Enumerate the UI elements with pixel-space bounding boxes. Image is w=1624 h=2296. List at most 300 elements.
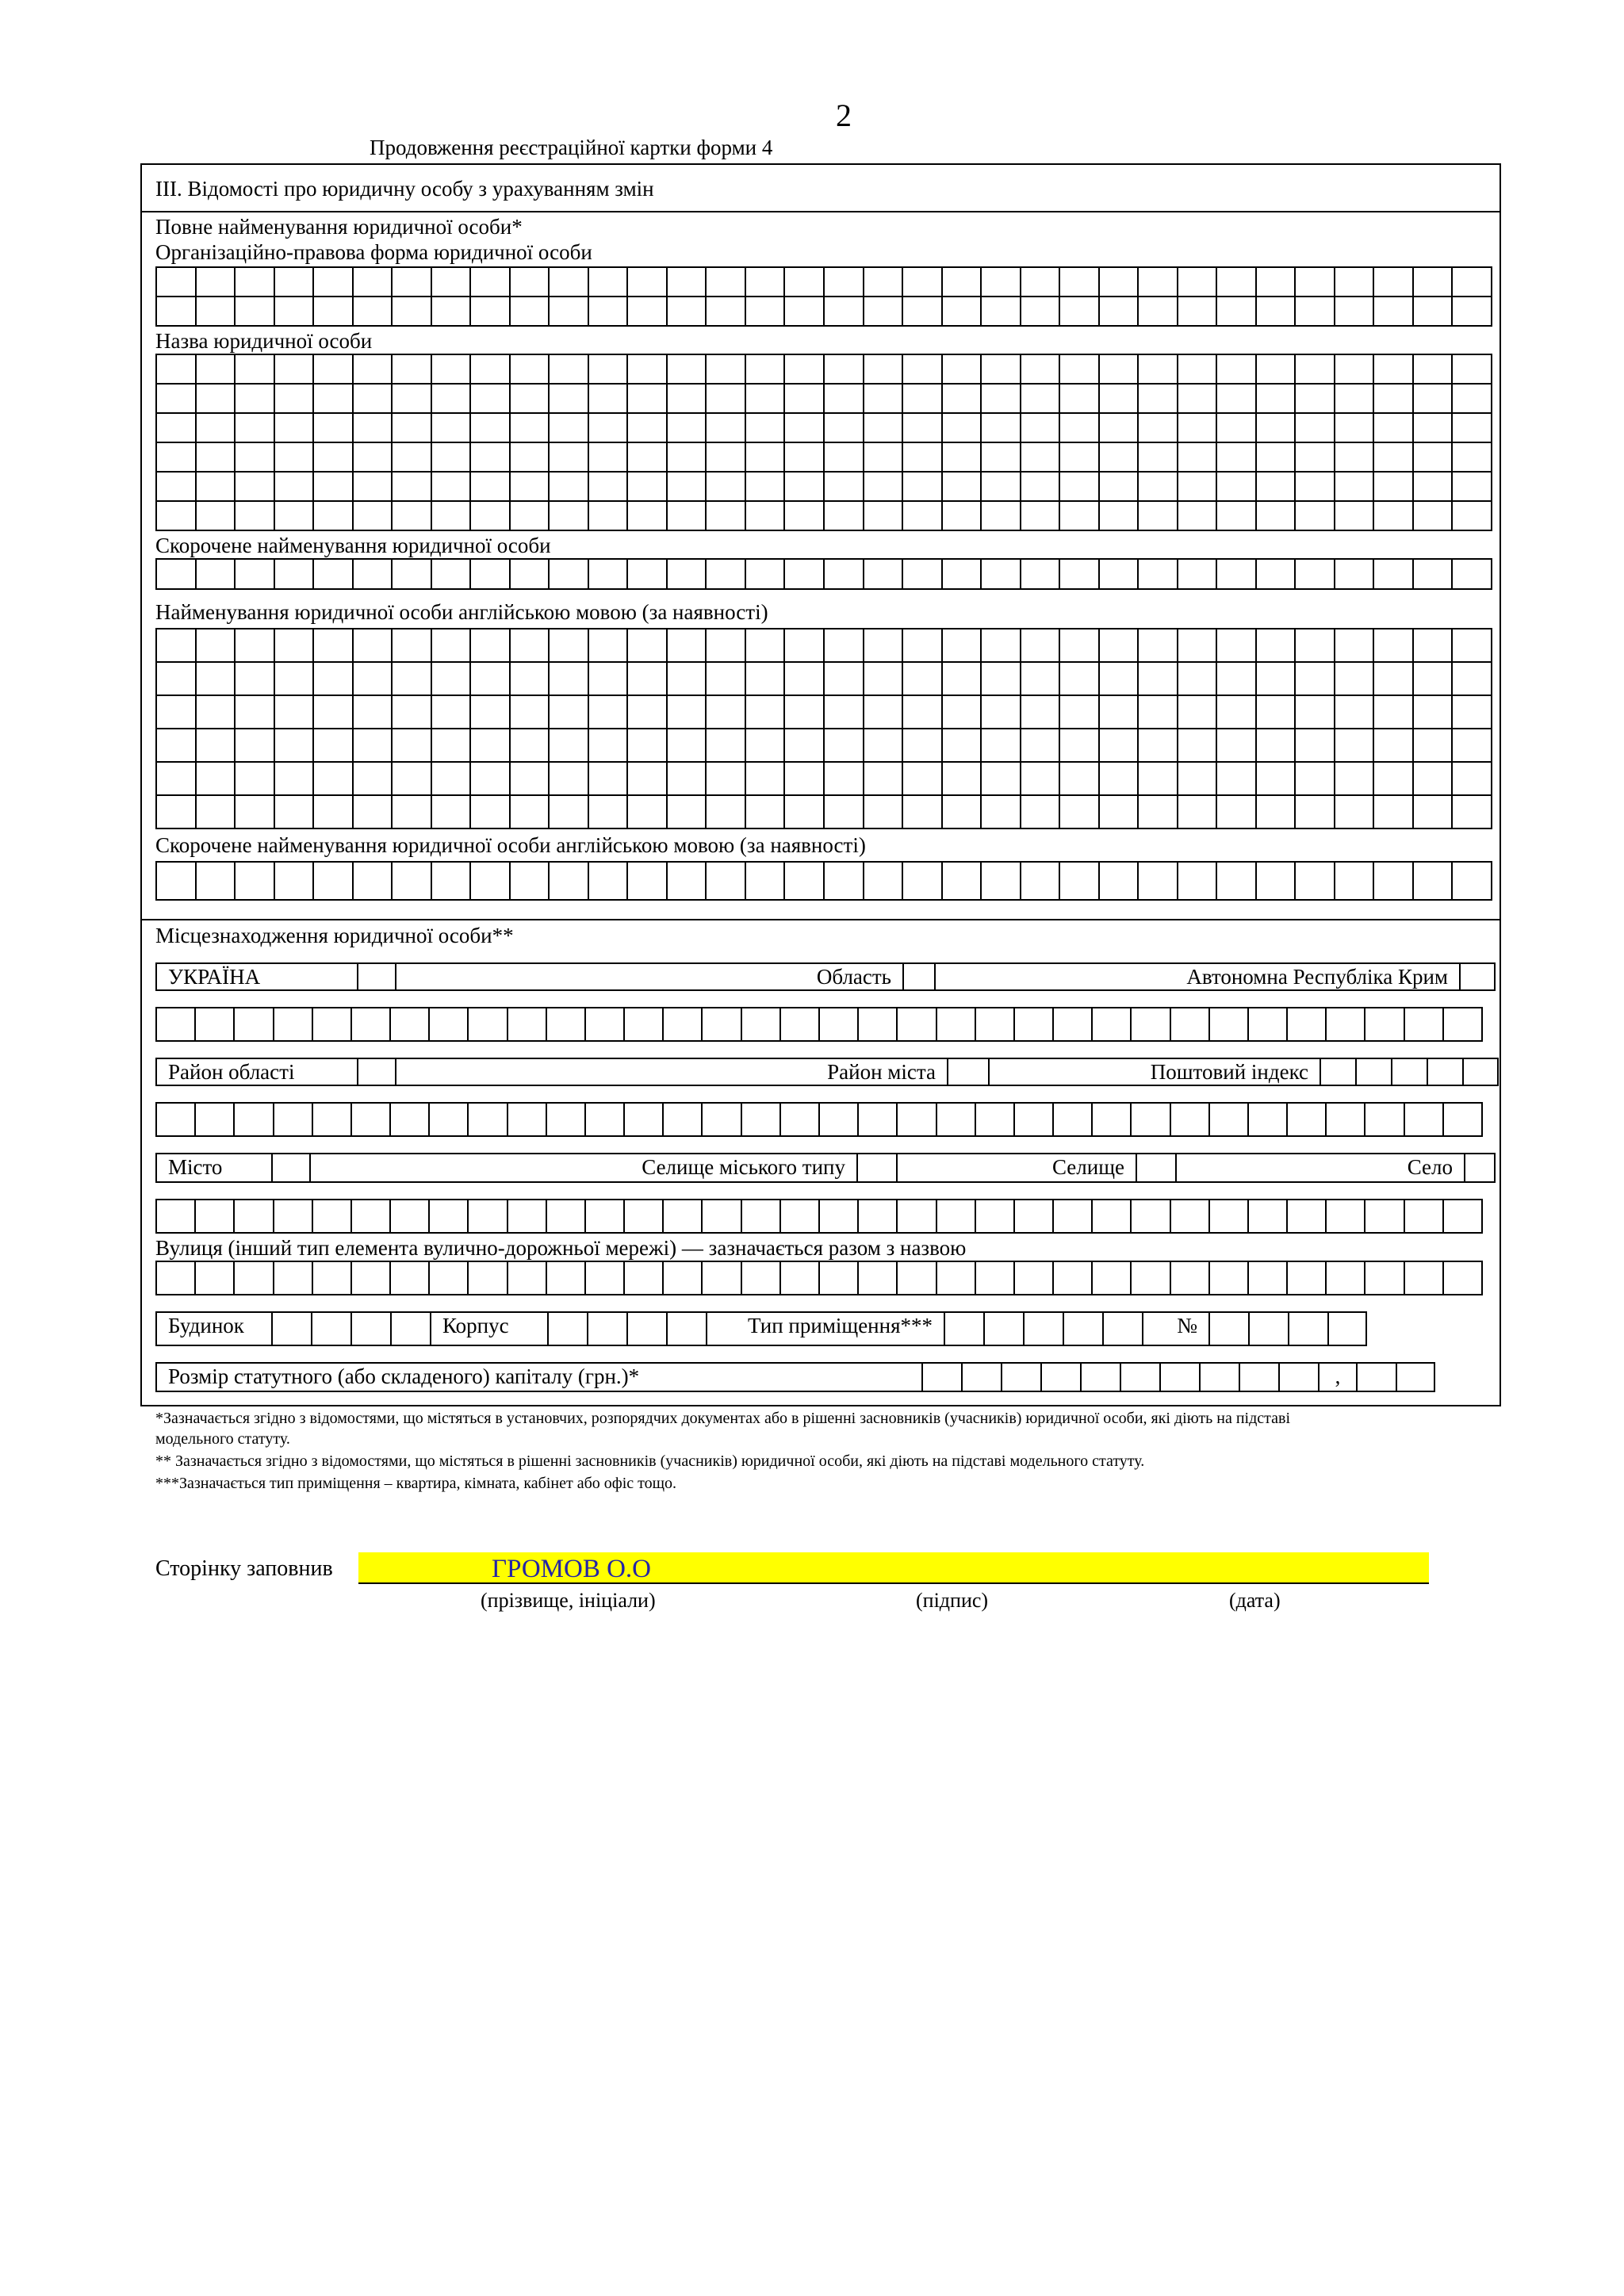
- grid-cell[interactable]: [1374, 355, 1414, 385]
- grid-cell[interactable]: [236, 560, 275, 590]
- grid-cell[interactable]: [1178, 729, 1218, 763]
- grid-cell[interactable]: [393, 473, 432, 502]
- grid-cell[interactable]: [1210, 1262, 1249, 1295]
- grid-cell[interactable]: [1060, 729, 1100, 763]
- grid-cell[interactable]: [314, 560, 354, 590]
- building-cell[interactable]: [311, 1311, 350, 1346]
- grid-cell[interactable]: [864, 473, 904, 502]
- grid-cell[interactable]: [707, 729, 746, 763]
- grid-cell[interactable]: [1100, 696, 1139, 729]
- grid-cell[interactable]: [1021, 473, 1061, 502]
- grid-cell[interactable]: [1374, 502, 1414, 531]
- grid-cell[interactable]: [1414, 796, 1454, 829]
- grid-cell[interactable]: [746, 763, 786, 796]
- grid-cell[interactable]: [785, 297, 825, 327]
- grid-cell[interactable]: [393, 696, 432, 729]
- grid-cell[interactable]: [1249, 1008, 1288, 1042]
- grid-cell[interactable]: [668, 473, 707, 502]
- grid-cell[interactable]: [157, 560, 197, 590]
- grid-cell[interactable]: [668, 729, 707, 763]
- grid-cell[interactable]: [668, 663, 707, 696]
- grid-cell[interactable]: [628, 473, 668, 502]
- grid-cell[interactable]: [1139, 629, 1178, 663]
- grid-cell[interactable]: [707, 443, 746, 473]
- grid-cell[interactable]: [547, 1262, 586, 1295]
- grid-cell[interactable]: [511, 443, 550, 473]
- grid-cell[interactable]: [1335, 863, 1375, 901]
- grid-cell[interactable]: [157, 729, 197, 763]
- grid-cell[interactable]: [982, 696, 1021, 729]
- postal-digit[interactable]: [1462, 1058, 1499, 1086]
- grid-cell[interactable]: [589, 729, 629, 763]
- grid-cell[interactable]: [157, 629, 197, 663]
- grid-cell[interactable]: [825, 696, 864, 729]
- grid-cell[interactable]: [943, 414, 982, 443]
- premises-type-cell[interactable]: [944, 1311, 983, 1346]
- premises-type-cell[interactable]: [983, 1311, 1023, 1346]
- grid-cell[interactable]: [1178, 473, 1218, 502]
- grid-cell[interactable]: [1217, 473, 1257, 502]
- grid-cell[interactable]: [707, 355, 746, 385]
- grid-cell[interactable]: [352, 1008, 391, 1042]
- grid-cell[interactable]: [1374, 443, 1414, 473]
- urban-settlement-checkbox[interactable]: [856, 1153, 896, 1183]
- grid-cell[interactable]: [469, 1262, 508, 1295]
- grid-cell[interactable]: [707, 414, 746, 443]
- country-checkbox[interactable]: [357, 962, 395, 991]
- grid-cell[interactable]: [1444, 1104, 1483, 1137]
- grid-cell[interactable]: [1060, 629, 1100, 663]
- grid-cell[interactable]: [586, 1104, 625, 1137]
- grid-cell[interactable]: [1060, 796, 1100, 829]
- grid-cell[interactable]: [903, 414, 943, 443]
- grid-cell[interactable]: [1414, 268, 1454, 297]
- grid-cell[interactable]: [1414, 297, 1454, 327]
- block-cell[interactable]: [666, 1311, 706, 1346]
- grid-cell[interactable]: [236, 863, 275, 901]
- grid-cell[interactable]: [1257, 297, 1297, 327]
- grid-cell[interactable]: [196, 1200, 235, 1234]
- grid-cell[interactable]: [1414, 560, 1454, 590]
- grid-cell[interactable]: [275, 443, 315, 473]
- grid-cell[interactable]: [275, 729, 315, 763]
- grid-cell[interactable]: [1453, 863, 1492, 901]
- grid-cell[interactable]: [1100, 863, 1139, 901]
- grid-cell[interactable]: [982, 355, 1021, 385]
- grid-cell[interactable]: [589, 414, 629, 443]
- grid-cell[interactable]: [469, 1104, 508, 1137]
- grid-cell[interactable]: [589, 629, 629, 663]
- grid-cell[interactable]: [943, 796, 982, 829]
- grid-cell[interactable]: [785, 502, 825, 531]
- grid-cell[interactable]: [664, 1200, 703, 1234]
- grid-cell[interactable]: [1139, 729, 1178, 763]
- grid-cell[interactable]: [943, 355, 982, 385]
- grid-cell[interactable]: [1139, 863, 1178, 901]
- grid-cell[interactable]: [820, 1262, 859, 1295]
- grid-cell[interactable]: [943, 268, 982, 297]
- grid-cell[interactable]: [1453, 268, 1492, 297]
- grid-cell[interactable]: [903, 560, 943, 590]
- grid-cell[interactable]: [432, 414, 472, 443]
- grid-cell[interactable]: [903, 473, 943, 502]
- grid-cell[interactable]: [352, 1104, 391, 1137]
- grid-cell[interactable]: [668, 385, 707, 414]
- grid-cell[interactable]: [236, 502, 275, 531]
- grid-cell[interactable]: [354, 560, 393, 590]
- grid-cell[interactable]: [511, 763, 550, 796]
- grid-cell[interactable]: [707, 796, 746, 829]
- grid-cell[interactable]: [1453, 729, 1492, 763]
- grid-cell[interactable]: [1374, 297, 1414, 327]
- grid-cell[interactable]: [825, 763, 864, 796]
- grid-cell[interactable]: [354, 414, 393, 443]
- grid-cell[interactable]: [275, 560, 315, 590]
- grid-cell[interactable]: [1015, 1104, 1054, 1137]
- grid-cell[interactable]: [236, 663, 275, 696]
- grid-cell[interactable]: [1405, 1104, 1444, 1137]
- grid-cell[interactable]: [1217, 443, 1257, 473]
- grid-cell[interactable]: [1139, 297, 1178, 327]
- grid-cell[interactable]: [898, 1008, 936, 1042]
- grid-cell[interactable]: [820, 1008, 859, 1042]
- grid-cell[interactable]: [1100, 473, 1139, 502]
- grid-cell[interactable]: [1210, 1008, 1249, 1042]
- grid-cell[interactable]: [1217, 560, 1257, 590]
- grid-cell[interactable]: [982, 443, 1021, 473]
- grid-cell[interactable]: [1257, 414, 1297, 443]
- grid-cell[interactable]: [628, 696, 668, 729]
- grid-cell[interactable]: [275, 268, 315, 297]
- grid-cell[interactable]: [197, 729, 236, 763]
- grid-cell[interactable]: [393, 863, 432, 901]
- grid-cell[interactable]: [903, 502, 943, 531]
- grid-cell[interactable]: [746, 443, 786, 473]
- grid-cell[interactable]: [1335, 297, 1375, 327]
- grid-cell[interactable]: [550, 696, 589, 729]
- grid-cell[interactable]: [157, 663, 197, 696]
- grid-cell[interactable]: [314, 355, 354, 385]
- grid-cell[interactable]: [1296, 502, 1335, 531]
- grid-cell[interactable]: [157, 696, 197, 729]
- grid-cell[interactable]: [1257, 763, 1297, 796]
- grid-cell[interactable]: [196, 1262, 235, 1295]
- grid-cell[interactable]: [1217, 414, 1257, 443]
- grid-cell[interactable]: [1257, 696, 1297, 729]
- grid-cell[interactable]: [1100, 443, 1139, 473]
- grid-cell[interactable]: [236, 629, 275, 663]
- capital-digit[interactable]: [1040, 1362, 1080, 1392]
- grid-cell[interactable]: [511, 385, 550, 414]
- grid-cell[interactable]: [432, 355, 472, 385]
- grid-cell[interactable]: [668, 560, 707, 590]
- grid-cell[interactable]: [1327, 1262, 1365, 1295]
- grid-cell[interactable]: [1374, 763, 1414, 796]
- grid-cell[interactable]: [157, 502, 197, 531]
- grid-cell[interactable]: [898, 1262, 936, 1295]
- grid-cell[interactable]: [898, 1104, 936, 1137]
- grid-cell[interactable]: [976, 1262, 1015, 1295]
- grid-cell[interactable]: [393, 443, 432, 473]
- grid-cell[interactable]: [1093, 1104, 1132, 1137]
- grid-cell[interactable]: [825, 629, 864, 663]
- grid-cell[interactable]: [1327, 1008, 1365, 1042]
- grid-cell[interactable]: [1374, 729, 1414, 763]
- grid-cell[interactable]: [746, 696, 786, 729]
- grid-cell[interactable]: [703, 1262, 741, 1295]
- grid-cell[interactable]: [157, 414, 197, 443]
- grid-cell[interactable]: [668, 268, 707, 297]
- grid-cell[interactable]: [1453, 443, 1492, 473]
- grid-cell[interactable]: [785, 473, 825, 502]
- grid-cell[interactable]: [864, 385, 904, 414]
- grid-cell[interactable]: [1093, 1200, 1132, 1234]
- grid-cell[interactable]: [432, 763, 472, 796]
- grid-cell[interactable]: [664, 1262, 703, 1295]
- number-cell[interactable]: [1208, 1311, 1248, 1346]
- grid-cell[interactable]: [1217, 796, 1257, 829]
- grid-cell[interactable]: [1060, 473, 1100, 502]
- grid-cell[interactable]: [1444, 1200, 1483, 1234]
- grid-cell[interactable]: [1296, 443, 1335, 473]
- grid-cell[interactable]: [314, 297, 354, 327]
- building-cell[interactable]: [390, 1311, 430, 1346]
- grid-cell[interactable]: [903, 696, 943, 729]
- grid-cell[interactable]: [825, 385, 864, 414]
- grid-cell[interactable]: [1335, 729, 1375, 763]
- grid-cell[interactable]: [825, 473, 864, 502]
- capital-digit[interactable]: [1120, 1362, 1159, 1392]
- grid-cell[interactable]: [1249, 1262, 1288, 1295]
- street-grid[interactable]: [155, 1261, 1483, 1295]
- grid-cell[interactable]: [781, 1200, 820, 1234]
- grid-cell[interactable]: [943, 443, 982, 473]
- grid-cell[interactable]: [820, 1200, 859, 1234]
- grid-cell[interactable]: [1335, 355, 1375, 385]
- grid-cell[interactable]: [1296, 473, 1335, 502]
- grid-cell[interactable]: [275, 629, 315, 663]
- grid-cell[interactable]: [1335, 443, 1375, 473]
- grid-cell[interactable]: [511, 629, 550, 663]
- grid-cell[interactable]: [864, 629, 904, 663]
- grid-cell[interactable]: [1414, 385, 1454, 414]
- grid-cell[interactable]: [781, 1008, 820, 1042]
- grid-cell[interactable]: [197, 297, 236, 327]
- grid-cell[interactable]: [943, 560, 982, 590]
- grid-cell[interactable]: [1257, 502, 1297, 531]
- grid-cell[interactable]: [1054, 1200, 1093, 1234]
- grid-cell[interactable]: [982, 414, 1021, 443]
- grid-cell[interactable]: [196, 1104, 235, 1137]
- grid-cell[interactable]: [628, 560, 668, 590]
- grid-cell[interactable]: [432, 443, 472, 473]
- grid-cell[interactable]: [393, 297, 432, 327]
- grid-cell[interactable]: [1296, 629, 1335, 663]
- grid-cell[interactable]: [625, 1262, 664, 1295]
- grid-cell[interactable]: [1100, 268, 1139, 297]
- grid-cell[interactable]: [508, 1200, 547, 1234]
- grid-cell[interactable]: [157, 443, 197, 473]
- grid-cell[interactable]: [746, 796, 786, 829]
- capital-digit[interactable]: [961, 1362, 1001, 1392]
- grid-cell[interactable]: [354, 355, 393, 385]
- grid-cell[interactable]: [982, 863, 1021, 901]
- grid-cell[interactable]: [1210, 1200, 1249, 1234]
- grid-cell[interactable]: [1100, 502, 1139, 531]
- grid-cell[interactable]: [354, 385, 393, 414]
- grid-cell[interactable]: [628, 863, 668, 901]
- grid-cell[interactable]: [628, 297, 668, 327]
- grid-cell[interactable]: [471, 763, 511, 796]
- grid-cell[interactable]: [1374, 473, 1414, 502]
- grid-cell[interactable]: [197, 663, 236, 696]
- grid-cell[interactable]: [1021, 796, 1061, 829]
- grid-cell[interactable]: [471, 560, 511, 590]
- grid-cell[interactable]: [1060, 863, 1100, 901]
- grid-cell[interactable]: [391, 1008, 430, 1042]
- grid-cell[interactable]: [550, 355, 589, 385]
- grid-cell[interactable]: [1139, 763, 1178, 796]
- grid-cell[interactable]: [825, 443, 864, 473]
- grid-cell[interactable]: [707, 560, 746, 590]
- grid-cell[interactable]: [1021, 297, 1061, 327]
- grid-cell[interactable]: [471, 443, 511, 473]
- grid-cell[interactable]: [903, 355, 943, 385]
- org-form-grid[interactable]: [155, 266, 1492, 327]
- grid-cell[interactable]: [903, 297, 943, 327]
- grid-cell[interactable]: [707, 473, 746, 502]
- grid-cell[interactable]: [432, 268, 472, 297]
- grid-cell[interactable]: [354, 629, 393, 663]
- grid-cell[interactable]: [668, 696, 707, 729]
- grid-cell[interactable]: [628, 443, 668, 473]
- grid-cell[interactable]: [628, 355, 668, 385]
- grid-cell[interactable]: [197, 560, 236, 590]
- grid-cell[interactable]: [1296, 696, 1335, 729]
- grid-cell[interactable]: [236, 268, 275, 297]
- grid-cell[interactable]: [432, 385, 472, 414]
- grid-cell[interactable]: [354, 502, 393, 531]
- grid-cell[interactable]: [354, 763, 393, 796]
- grid-cell[interactable]: [471, 729, 511, 763]
- grid-cell[interactable]: [236, 473, 275, 502]
- grid-cell[interactable]: [785, 696, 825, 729]
- grid-cell[interactable]: [628, 414, 668, 443]
- grid-cell[interactable]: [314, 629, 354, 663]
- grid-cell[interactable]: [785, 863, 825, 901]
- grid-cell[interactable]: [1217, 268, 1257, 297]
- grid-cell[interactable]: [825, 502, 864, 531]
- grid-cell[interactable]: [236, 763, 275, 796]
- grid-cell[interactable]: [825, 729, 864, 763]
- grid-cell[interactable]: [197, 385, 236, 414]
- grid-cell[interactable]: [511, 560, 550, 590]
- grid-cell[interactable]: [589, 763, 629, 796]
- grid-cell[interactable]: [196, 1008, 235, 1042]
- grid-cell[interactable]: [1217, 502, 1257, 531]
- grid-cell[interactable]: [903, 663, 943, 696]
- grid-cell[interactable]: [668, 355, 707, 385]
- block-cell[interactable]: [626, 1311, 666, 1346]
- capital-digit[interactable]: [1001, 1362, 1040, 1392]
- grid-cell[interactable]: [1414, 443, 1454, 473]
- grid-cell[interactable]: [471, 629, 511, 663]
- grid-cell[interactable]: [1132, 1104, 1170, 1137]
- grid-cell[interactable]: [197, 355, 236, 385]
- grid-cell[interactable]: [1060, 268, 1100, 297]
- grid-cell[interactable]: [1217, 297, 1257, 327]
- grid-cell[interactable]: [1093, 1008, 1132, 1042]
- grid-cell[interactable]: [1100, 763, 1139, 796]
- grid-cell[interactable]: [547, 1008, 586, 1042]
- grid-cell[interactable]: [1021, 863, 1061, 901]
- grid-cell[interactable]: [313, 1008, 352, 1042]
- grid-cell[interactable]: [625, 1008, 664, 1042]
- capital-digit[interactable]: [1278, 1362, 1318, 1392]
- grid-cell[interactable]: [314, 763, 354, 796]
- grid-cell[interactable]: [1288, 1104, 1327, 1137]
- village-checkbox[interactable]: [1464, 1153, 1496, 1183]
- grid-cell[interactable]: [864, 355, 904, 385]
- grid-cell[interactable]: [471, 297, 511, 327]
- grid-cell[interactable]: [668, 863, 707, 901]
- grid-cell[interactable]: [625, 1200, 664, 1234]
- grid-cell[interactable]: [1060, 696, 1100, 729]
- grid-cell[interactable]: [982, 629, 1021, 663]
- grid-cell[interactable]: [157, 796, 197, 829]
- grid-cell[interactable]: [703, 1008, 741, 1042]
- grid-cell[interactable]: [628, 796, 668, 829]
- grid-cell[interactable]: [1414, 696, 1454, 729]
- grid-cell[interactable]: [1453, 473, 1492, 502]
- grid-cell[interactable]: [1132, 1200, 1170, 1234]
- grid-cell[interactable]: [785, 355, 825, 385]
- grid-cell[interactable]: [1365, 1262, 1404, 1295]
- city-checkbox[interactable]: [271, 1153, 309, 1183]
- grid-cell[interactable]: [1139, 560, 1178, 590]
- grid-cell[interactable]: [1171, 1008, 1210, 1042]
- grid-cell[interactable]: [785, 729, 825, 763]
- grid-cell[interactable]: [314, 863, 354, 901]
- grid-cell[interactable]: [197, 796, 236, 829]
- grid-cell[interactable]: [1335, 268, 1375, 297]
- grid-cell[interactable]: [746, 729, 786, 763]
- grid-cell[interactable]: [550, 414, 589, 443]
- grid-cell[interactable]: [432, 663, 472, 696]
- grid-cell[interactable]: [1453, 355, 1492, 385]
- grid-cell[interactable]: [1171, 1262, 1210, 1295]
- grid-cell[interactable]: [785, 443, 825, 473]
- grid-cell[interactable]: [511, 863, 550, 901]
- grid-cell[interactable]: [707, 268, 746, 297]
- grid-cell[interactable]: [785, 763, 825, 796]
- grid-cell[interactable]: [707, 663, 746, 696]
- grid-cell[interactable]: [432, 297, 472, 327]
- premises-type-cell[interactable]: [1063, 1311, 1102, 1346]
- grid-cell[interactable]: [314, 414, 354, 443]
- grid-cell[interactable]: [943, 385, 982, 414]
- grid-cell[interactable]: [703, 1200, 741, 1234]
- grid-cell[interactable]: [589, 696, 629, 729]
- grid-cell[interactable]: [825, 863, 864, 901]
- grid-cell[interactable]: [1453, 763, 1492, 796]
- grid-cell[interactable]: [785, 385, 825, 414]
- grid-cell[interactable]: [471, 796, 511, 829]
- grid-cell[interactable]: [1015, 1008, 1054, 1042]
- grid-cell[interactable]: [1178, 268, 1218, 297]
- grid-cell[interactable]: [157, 473, 197, 502]
- premises-type-cell[interactable]: [1102, 1311, 1142, 1346]
